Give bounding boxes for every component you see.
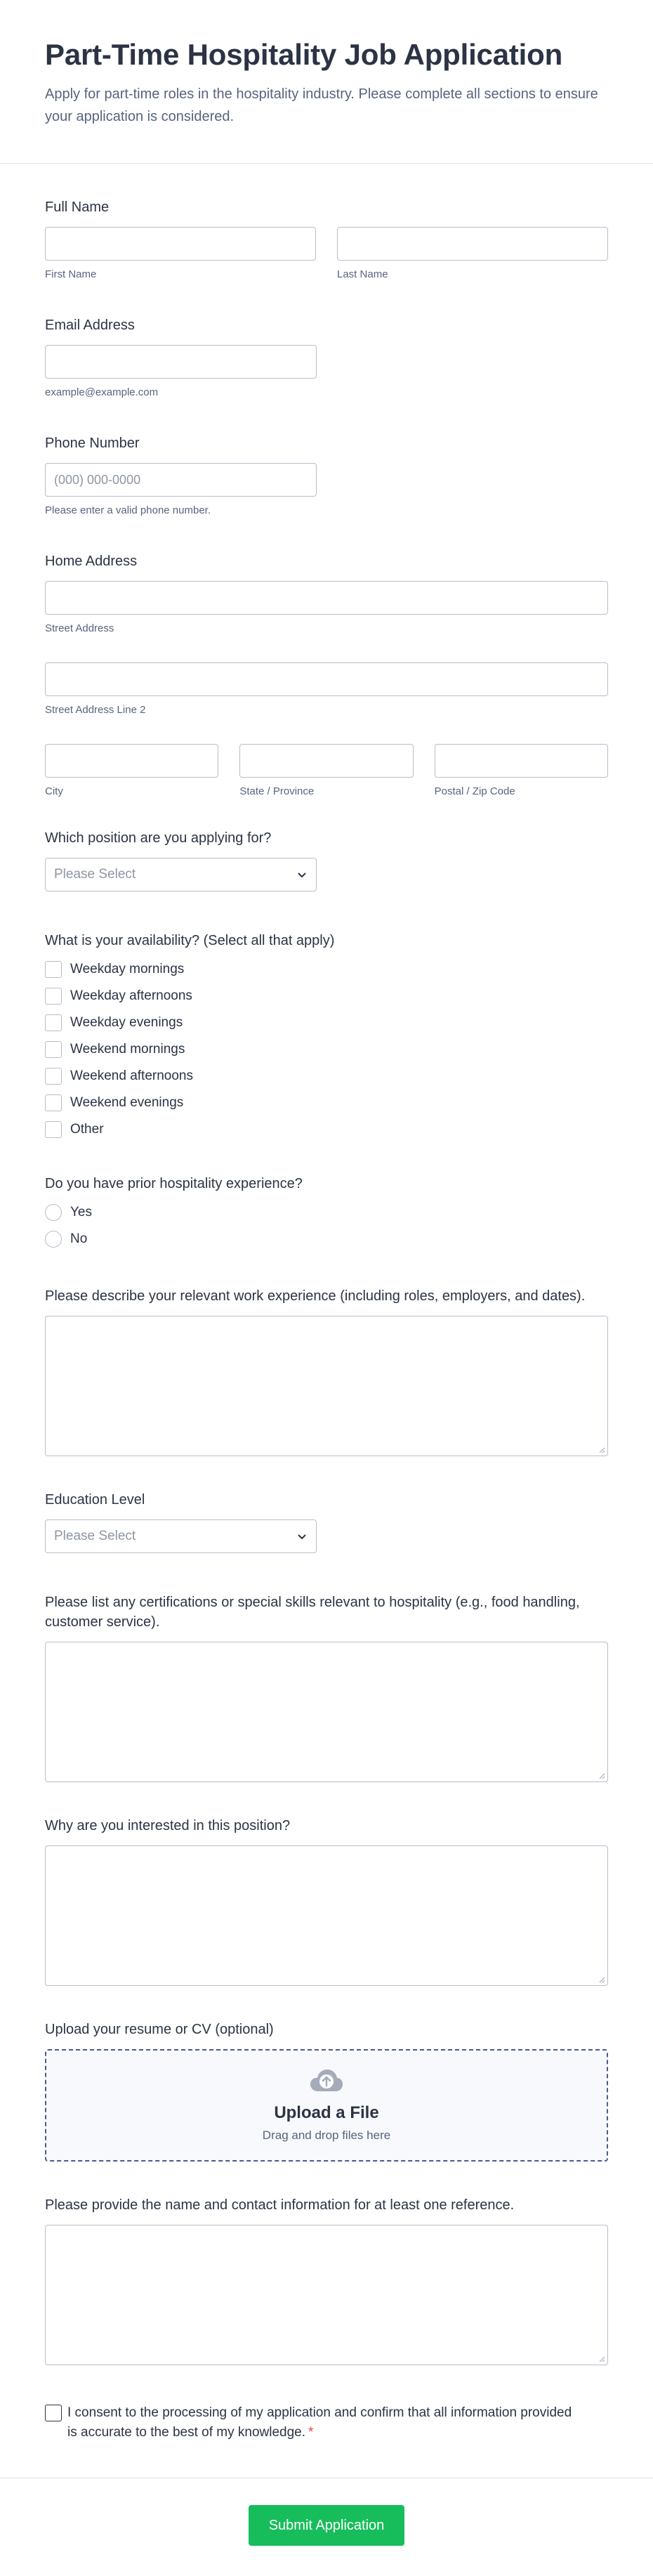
resume-label: Upload your resume or CV (optional) [45,2022,274,2037]
reference-question [45,2195,608,2365]
state-input[interactable] [239,744,413,778]
checkbox[interactable] [45,1121,62,1138]
option-label: Other [70,1122,104,1137]
zip-sublabel: Postal / Zip Code [434,785,515,797]
experience-label: Do you have prior hospitality experience? [45,1176,303,1191]
street-address-line2-sublabel: Street Address Line 2 [45,704,146,716]
experience-option-no[interactable] [45,1226,608,1253]
upload-subtitle: Drag and drop files here [262,2129,391,2142]
availability-option[interactable] [45,1009,608,1036]
chevron-down-icon [296,869,308,880]
education-select[interactable] [45,1519,317,1553]
address-question [45,551,608,799]
form-title: Part-Time Hospitality Job Application [45,38,563,71]
option-label: Weekday mornings [70,962,185,976]
position-select[interactable] [45,858,317,891]
form-subtitle: Apply for part-time roles in the hospitality industry. Please complete all sections to ensure your application is considered. [45,86,598,124]
availability-option[interactable] [45,983,608,1009]
option-label: Weekend afternoons [70,1068,193,1083]
city-sublabel: City [45,785,63,797]
resume-question [45,2020,608,2162]
first-name-input[interactable] [45,227,316,261]
availability-option[interactable] [45,1063,608,1090]
reference-label: Please provide the name and contact information for at least one reference. [45,2197,515,2213]
street-address-input[interactable] [45,581,608,615]
option-label: Yes [70,1205,92,1220]
consent-row[interactable] [45,2403,579,2443]
work-experience-question [45,1286,608,1456]
availability-option[interactable] [45,1090,608,1116]
interest-textarea[interactable] [45,1845,608,1986]
email-label: Email Address [45,318,135,333]
email-sublabel: example@example.com [45,386,159,398]
checkbox[interactable] [45,961,62,978]
form-body [0,164,653,2443]
experience-option-yes[interactable] [45,1199,608,1226]
submit-application-button[interactable]: Submit Application [249,2505,404,2546]
option-label: Weekday evenings [70,1015,183,1030]
phone-label: Phone Number [45,436,140,451]
consent-label: I consent to the processing of my application and confirm that all information provided is accurate to the best of my knowledge. [67,2405,572,2440]
city-input[interactable] [45,744,218,778]
zip-input[interactable] [435,744,608,778]
checkbox[interactable] [45,1068,62,1085]
education-question [45,1490,608,1553]
checkbox[interactable] [45,1094,62,1111]
form-header [0,0,653,164]
work-experience-label: Please describe your relevant work experience (including roles, employers, and dates). [45,1288,586,1304]
certifications-label: Please list any certifications or special skills relevant to hospitality (e.g., food handling, customer service). [45,1595,580,1630]
option-label: Weekend evenings [70,1095,184,1110]
position-select-value: Please Select [54,867,136,882]
address-label: Home Address [45,554,138,569]
street-address-sublabel: Street Address [45,622,114,634]
required-asterisk: * [308,2425,314,2440]
checkbox[interactable] [45,1014,62,1031]
radio-button[interactable] [45,1204,62,1221]
phone-input[interactable] [45,463,317,497]
reference-textarea[interactable] [45,2225,608,2365]
chevron-down-icon [296,1531,308,1542]
option-label: Weekday afternoons [70,988,192,1003]
experience-question [45,1174,608,1253]
option-label: Weekend mornings [70,1042,185,1057]
checkbox[interactable] [45,1041,62,1058]
position-question [45,828,608,891]
first-name-sublabel: First Name [45,268,97,280]
work-experience-textarea[interactable] [45,1316,608,1456]
resize-handle-icon[interactable] [598,1976,605,1983]
availability-label: What is your availability? (Select all that apply) [45,933,335,948]
interest-label: Why are you interested in this position? [45,1818,291,1833]
email-input[interactable] [45,345,317,379]
availability-option[interactable] [45,1036,608,1063]
last-name-sublabel: Last Name [337,268,388,280]
education-select-value: Please Select [54,1529,136,1543]
availability-option[interactable] [45,956,608,983]
phone-question [45,433,608,518]
resize-handle-icon[interactable] [598,1772,605,1779]
phone-sublabel: Please enter a valid phone number. [45,504,211,516]
last-name-input[interactable] [337,227,608,261]
position-label: Which position are you applying for? [45,830,272,846]
availability-option[interactable] [45,1116,608,1143]
email-question [45,315,608,400]
option-label: No [70,1231,88,1246]
full-name-label: Full Name [45,200,110,215]
checkbox[interactable] [45,988,62,1005]
state-sublabel: State / Province [239,785,315,797]
resize-handle-icon[interactable] [598,2355,605,2362]
resize-handle-icon[interactable] [598,1446,605,1453]
education-label: Education Level [45,1492,145,1508]
cloud-upload-icon [309,2068,344,2093]
upload-title: Upload a File [274,2103,379,2122]
resume-upload-dropzone[interactable] [45,2049,608,2162]
radio-button[interactable] [45,1231,62,1248]
availability-question [45,931,608,1143]
form-footer [0,2478,653,2546]
interest-question [45,1816,608,1986]
consent-text [67,2403,579,2443]
certifications-textarea[interactable] [45,1642,608,1782]
consent-checkbox[interactable] [45,2405,62,2421]
street-address-line2-input[interactable] [45,662,608,696]
certifications-question [45,1593,608,1782]
full-name-question [45,197,608,282]
